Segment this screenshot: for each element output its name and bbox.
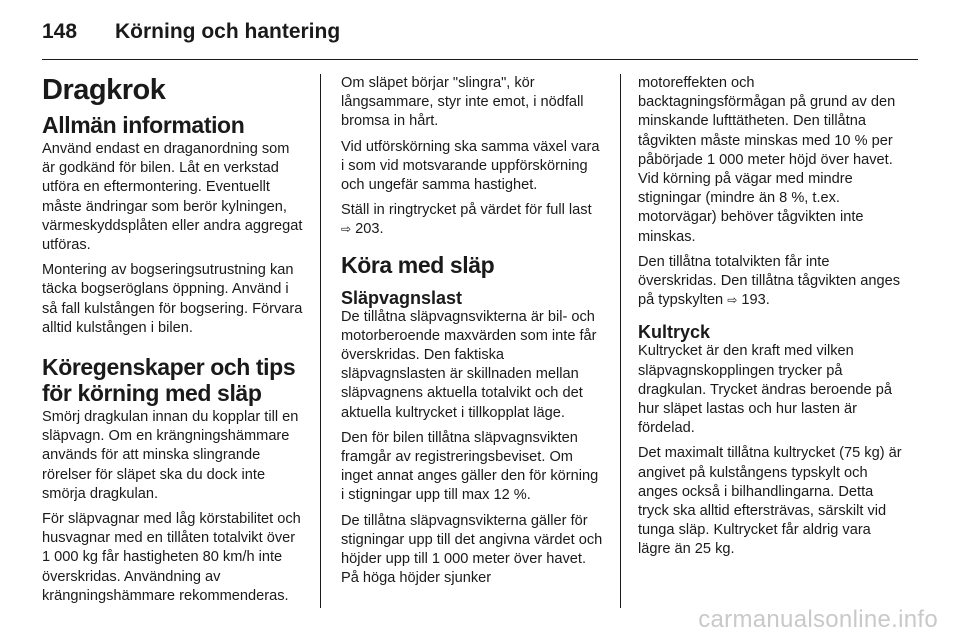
- page-reference[interactable]: 193.: [741, 292, 770, 309]
- paragraph: Det maximalt tillåtna kultrycket (75 kg) är angivet på kulstångens typskylt och anges också i bilhandlingarna. Detta tryck ska alltid eftersträvas, särskilt vid tunga släp. Kultrycket får aldrig vara lägre än 25 kg.: [638, 445, 902, 558]
- column-1: [42, 74, 304, 612]
- page-reference[interactable]: 203.: [355, 221, 384, 238]
- section-title-dragkrok: Dragkrok: [42, 74, 166, 106]
- heading-driving-tips: Köregenskaper och tips för körning med släp: [42, 354, 296, 407]
- column-3: [638, 74, 902, 566]
- watermark: carmanualsonline.info: [698, 606, 938, 633]
- paragraph-tire-pressure: [341, 201, 603, 239]
- paragraph: Smörj dragkulan innan du kopplar till en släpvagn. Om en krängningshämmare används för att minska slingrande rörelser för släpet ska du dock inte smörja dragkulan.: [42, 409, 299, 502]
- page-number: 148: [42, 20, 78, 43]
- paragraph: För släpvagnar med låg körstabilitet och husvagnar med en tillåten totalvikt över 1 000 kg får hastigheten 80 km/h inte överskridas. Användning av krängningshämmare rekommenderas.: [42, 511, 301, 604]
- page-reference-arrow-icon: ⇨: [341, 222, 352, 237]
- paragraph: Kultrycket är den kraft med vilken släpvagnskopplingen trycker på dragkulan. Trycket ändras beroende på hur släpet lastas och hur lasten är fördelad.: [638, 343, 892, 437]
- column-divider: [620, 74, 621, 608]
- header-rule: [42, 59, 918, 60]
- paragraph: motoreffekten och backtagningsförmågan på grund av den minskande lufttätheten. Den tillåtna tågvikten måste minskas med 10 % per påbörjade 1 000 meter höjd över havet. Vid körning på vägar med mindre stigningar (mindre än 8 %, t.ex. motorvägar) behöver tågvikten inte minskas.: [638, 75, 896, 245]
- paragraph: De tillåtna släpvagnsvikterna är bil- och motorberoende maxvärden som inte får överskridas. Den faktiska släpvagnslasten är skillnaden mellan släpvagnens aktuella totalvikt och det aktuella kultrycket i tillkopplat läge.: [341, 308, 597, 421]
- heading-driving-with-trailer: Köra med släp: [341, 251, 495, 278]
- page-reference-arrow-icon: ⇨: [727, 293, 738, 308]
- column-divider: [320, 74, 321, 608]
- heading-kultryck: Kultryck: [638, 322, 711, 343]
- paragraph: Använd endast en draganordning som är godkänd för bilen. Låt en verkstad utföra en eftermontering. Eventuellt måste ändringar som berör kylningen, värmeskyddsplåten eller andra aggregat utföras.: [42, 141, 303, 254]
- column-2: [341, 74, 603, 594]
- paragraph-text: Den tillåtna totalvikten får inte överskridas. Den tillåtna tågvikten anges på typskylten: [638, 253, 901, 309]
- heading-trailer-load: Släpvagnslast: [341, 287, 463, 308]
- paragraph-text: Ställ in ringtrycket på värdet för full last: [341, 202, 592, 219]
- page-header: [42, 12, 340, 52]
- paragraph: Om släpet börjar "slingra", kör långsammare, styr inte emot, i nödfall bromsa in hårt.: [341, 75, 584, 130]
- paragraph-total-weight: [638, 253, 902, 311]
- paragraph: De tillåtna släpvagnsvikterna gäller för stigningar upp till det angivna värdet och höjder upp till 1 000 meter över havet. På höga höjder sjunker: [341, 512, 603, 587]
- paragraph: Den för bilen tillåtna släpvagnsvikten framgår av registreringsbeviset. Om inget annat anges gäller den för körning i stigningar upp till max 12 %.: [341, 429, 599, 504]
- paragraph: Montering av bogseringsutrustning kan täcka bogseröglans öppning. Använd i så fall kulstången för bogsering. Förvara alltid kulstången i bilen.: [42, 262, 303, 336]
- heading-general-information: Allmän information: [42, 112, 245, 138]
- paragraph: Vid utförskörning ska samma växel vara i som vid motsvarande uppförskörning och ungefär samma hastighet.: [341, 138, 600, 194]
- chapter-title: Körning och hantering: [115, 20, 341, 43]
